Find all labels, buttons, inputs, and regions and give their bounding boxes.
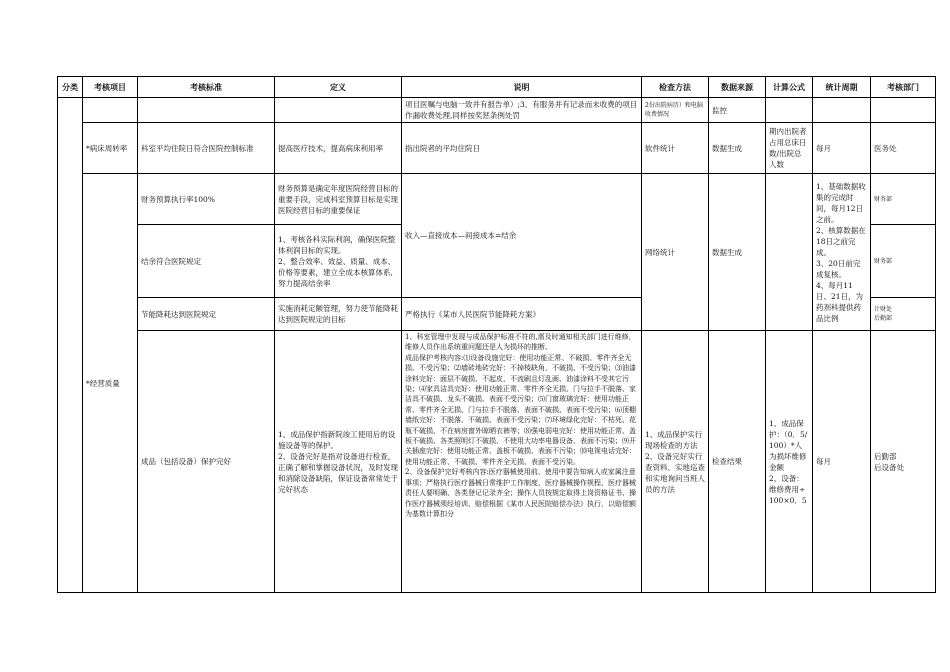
formula-cell-empty [766,98,813,123]
header-source: 数据来源 [709,77,766,98]
description-cell: 1、科室管理中发现与成品保护标准不符的,需及时通知相关部门进行维修，维修人员作出系统重问题还是人为损坏的推断。 成品保护考核内容:⑴设备设施完好：使用功能正常、不破损、零件齐全无损、不受污染；⑵墙砖地砖完好：不掉棱缺角，不破损、不受污染；⑶油漆涂料完好：面层不破损、不起皮、不流刷且灯乱画、油漆涂料不受其它污染；⑷家具洁具完好：使用功能正常、零件齐全无损、门与拉手不脱落、家洁具不破损、龙头不破损、表面不受污染；⑸门窗玻璃完好：使用功能正常、零件齐全无损、门与拉手不脱落、表面不破损、表面不受污染；⑹顶棚墙纸完好：不脱落、不破损、表面不受污染；⑺环境绿化完好：不枯死、花瓶不破损、不在病房窗外晾晒衣裤等；⑻强电弱电完好：使用功能正常、盖板不破损、各类照明灯不破损、不使用大功率电器设备、表面不污染；⑼开关插座完好：使用功能正常、盖板不破损、表面不污染；⑽电视电话完好：使用功能正常、不破损、零件齐全无损、表面不受污染。 2、设备保护完好考核内容:医疗器械使用前、使用中要告知病人或家属注意事项；严格执行医疗器械日常维护工作制度、医疗器械操作规程、医疗器械责任人要明确、各类登记记录齐全；操作人员按规定取得上岗资格证书、操作医疗器械须经培训、赔偿根据《某市人民医院赔偿办法》执行，以赔偿额为基数计算扣分 [402,331,642,593]
header-row [58,77,936,98]
method-cell: 网络统计 [642,174,709,331]
standard-cell: 节能降耗达到医院规定 [138,298,275,331]
definition-cell: 1、成品保护指新院竣工使用后的设施设备等的保护。 2、设备完好是指对设备进行检查，正确了解和掌握设备状况，及时发现和消除设备缺陷，保证设备常常处于完好状态 [275,331,402,593]
table-row-equipment [58,331,936,593]
header-method: 检查方法 [642,77,709,98]
dept-cell: 财务部 [871,174,936,225]
dept-cell: 财务部 [871,225,936,298]
method-cell: 软件统计 [642,123,709,174]
table-row-continuation [58,98,936,123]
assessment-table [57,76,936,593]
header-standard: 考核标准 [138,77,275,98]
source-cell: 监控 [709,98,766,123]
table-row-bed-turnover [58,123,936,174]
source-cell: 数据生成 [709,174,766,331]
header-formula: 计算公式 [766,77,813,98]
table-row-budget [58,174,936,225]
header-dept: 考核部门 [871,77,936,98]
description-cell: 收入—直接成本—间接成本=结余 [402,174,642,298]
period-cell: 1、基础数据收集的完成时间，每月12日之前。 2、核算数据在18日之前完成。 3、20日前完成复核。 4、每月11日、21日，为药剂科提供药品比例 [813,174,871,331]
category-cell [58,98,83,593]
definition-cell: 1、考核各科实际利润，确保医院整体利润目标的实现。 2、整合效率、效益、质量、成本、价格等要素，建立全成本核算体系,努力提高结余率 [275,225,402,298]
header-description: 说明 [402,77,642,98]
dept-cell: 后勤部 后设备处 [871,331,936,593]
description-cell: 项目医嘱与电脑一致并有报告单）;3、有服务并有记录而未收费的项目作漏收费处理,同样按奖惩条例处罚 [402,98,642,123]
period-cell: 每月 [813,331,871,593]
item-cell: *病床周转率 [83,123,138,174]
item-cell-empty [83,98,138,123]
source-cell: 数据生成 [709,123,766,174]
definition-cell: 财务预算是确定年度医院经营目标的重要手段，完成科室预算目标是实现医院经营目标的重要保证 [275,174,402,225]
standard-cell: 结余符合医院规定 [138,225,275,298]
dept-cell: 计财处 后勤部 [871,298,936,331]
header-item: 考核项目 [83,77,138,98]
standard-cell: 成品（包括设备）保护完好 [138,331,275,593]
source-cell: 检查结果 [709,331,766,593]
header-category: 分类 [58,77,83,98]
definition-cell: 提高医疗技术，提高病床利用率 [275,123,402,174]
formula-cell: 期内出院者占用总床日数/出院总人数 [766,123,813,174]
dept-cell-empty [871,98,936,123]
formula-cell-empty [766,174,813,331]
definition-cell-empty [275,98,402,123]
method-cell: 2份出院病历）和电脑收费情况 [642,98,709,123]
item-cell: *经营质量 [83,174,138,593]
header-definition: 定义 [275,77,402,98]
formula-cell: 1、成品保护：（0．5/100）*人为损坏维修金额 2、设备：维修费用÷100×0．5 [766,331,813,593]
period-cell-empty [813,98,871,123]
period-cell: 每月 [813,123,871,174]
standard-cell: 财务预算执行率100% [138,174,275,225]
method-cell: 1、成品保护实行现场检查的方法 2、设备完好实行查资料、实地巡查和实地询问当班人员的方法 [642,331,709,593]
standard-cell: 科室平均住院日符合医院控制标准 [138,123,275,174]
standard-cell-empty [138,98,275,123]
description-cell: 指出院者的平均住院日 [402,123,642,174]
dept-cell: 医务处 [871,123,936,174]
description-cell: 严格执行《某市人民医院节能降耗方案》 [402,298,642,331]
header-period: 统计周期 [813,77,871,98]
definition-cell: 实施消耗定额管理，努力使节能降耗达到医院规定的目标 [275,298,402,331]
